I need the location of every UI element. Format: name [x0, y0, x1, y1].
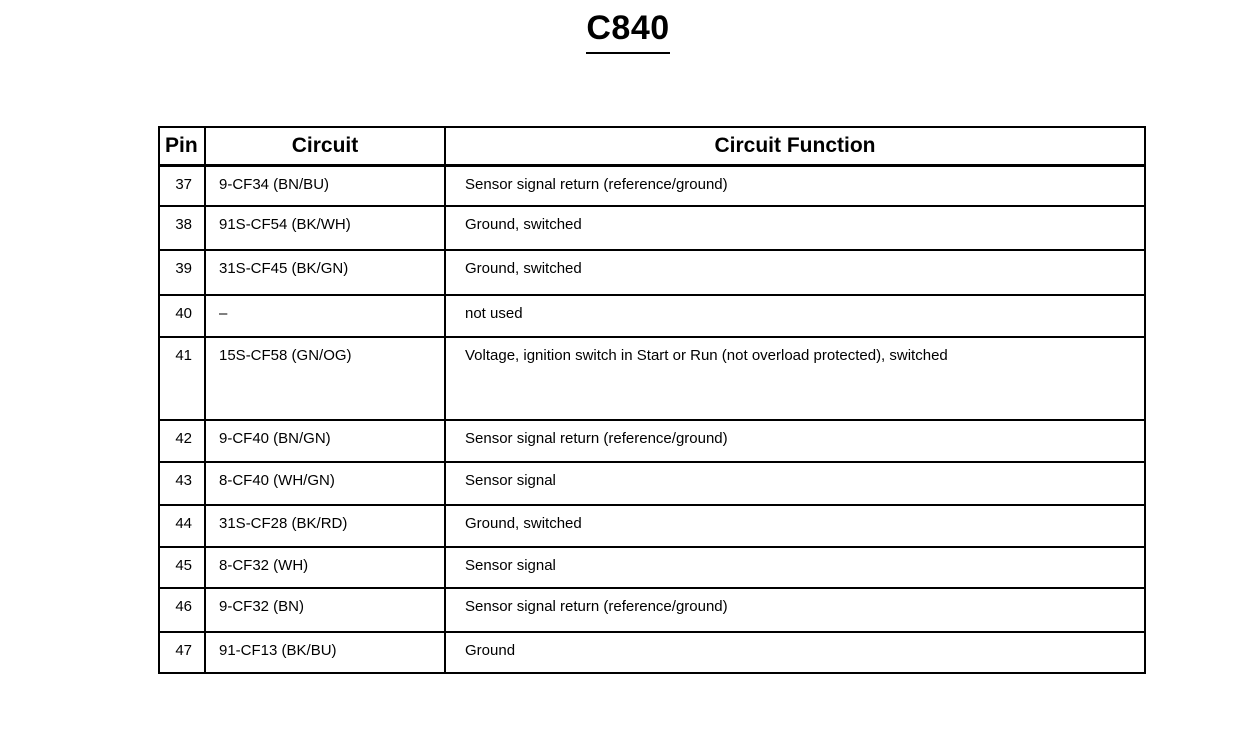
circuit-cell: 9-CF34 (BN/BU) [205, 165, 445, 206]
circuit-cell: 91S-CF54 (BK/WH) [205, 206, 445, 250]
pin-cell: 46 [159, 588, 205, 632]
table-row [159, 632, 1145, 673]
table-body [159, 165, 1145, 673]
circuit-cell: 8-CF32 (WH) [205, 547, 445, 588]
function-cell: Sensor signal [445, 547, 1145, 588]
header-circuit-function: Circuit Function [445, 127, 1145, 165]
pin-cell: 39 [159, 250, 205, 295]
pin-cell: 38 [159, 206, 205, 250]
circuit-cell: 15S-CF58 (GN/OG) [205, 337, 445, 420]
table-row [159, 462, 1145, 505]
function-cell: Ground, switched [445, 505, 1145, 547]
circuit-cell: – [205, 295, 445, 337]
table-row [159, 206, 1145, 250]
pin-table [158, 126, 1146, 674]
pin-cell: 40 [159, 295, 205, 337]
title-container [0, 8, 1248, 54]
circuit-cell: 9-CF40 (BN/GN) [205, 420, 445, 462]
table-row [159, 588, 1145, 632]
function-cell: Voltage, ignition switch in Start or Run (not overload protected), switched [445, 337, 1145, 420]
circuit-cell: 31S-CF45 (BK/GN) [205, 250, 445, 295]
pin-cell: 45 [159, 547, 205, 588]
header-circuit: Circuit [205, 127, 445, 165]
header-pin: Pin [159, 127, 205, 165]
function-cell: Sensor signal return (reference/ground) [445, 420, 1145, 462]
circuit-cell: 91-CF13 (BK/BU) [205, 632, 445, 673]
function-cell: Ground, switched [445, 206, 1145, 250]
table-row [159, 420, 1145, 462]
pin-cell: 47 [159, 632, 205, 673]
table-row [159, 547, 1145, 588]
function-cell: Sensor signal return (reference/ground) [445, 588, 1145, 632]
function-cell: not used [445, 295, 1145, 337]
table-row [159, 250, 1145, 295]
function-cell: Ground [445, 632, 1145, 673]
pin-cell: 43 [159, 462, 205, 505]
table-row [159, 505, 1145, 547]
function-cell: Sensor signal return (reference/ground) [445, 165, 1145, 206]
pin-cell: 37 [159, 165, 205, 206]
function-cell: Ground, switched [445, 250, 1145, 295]
pin-cell: 42 [159, 420, 205, 462]
pin-cell: 44 [159, 505, 205, 547]
table-row [159, 295, 1145, 337]
table-header [159, 127, 1145, 165]
table-row [159, 337, 1145, 420]
circuit-cell: 31S-CF28 (BK/RD) [205, 505, 445, 547]
circuit-cell: 9-CF32 (BN) [205, 588, 445, 632]
function-cell: Sensor signal [445, 462, 1145, 505]
connector-title: C840 [586, 8, 669, 54]
pin-cell: 41 [159, 337, 205, 420]
circuit-cell: 8-CF40 (WH/GN) [205, 462, 445, 505]
table-row [159, 165, 1145, 206]
